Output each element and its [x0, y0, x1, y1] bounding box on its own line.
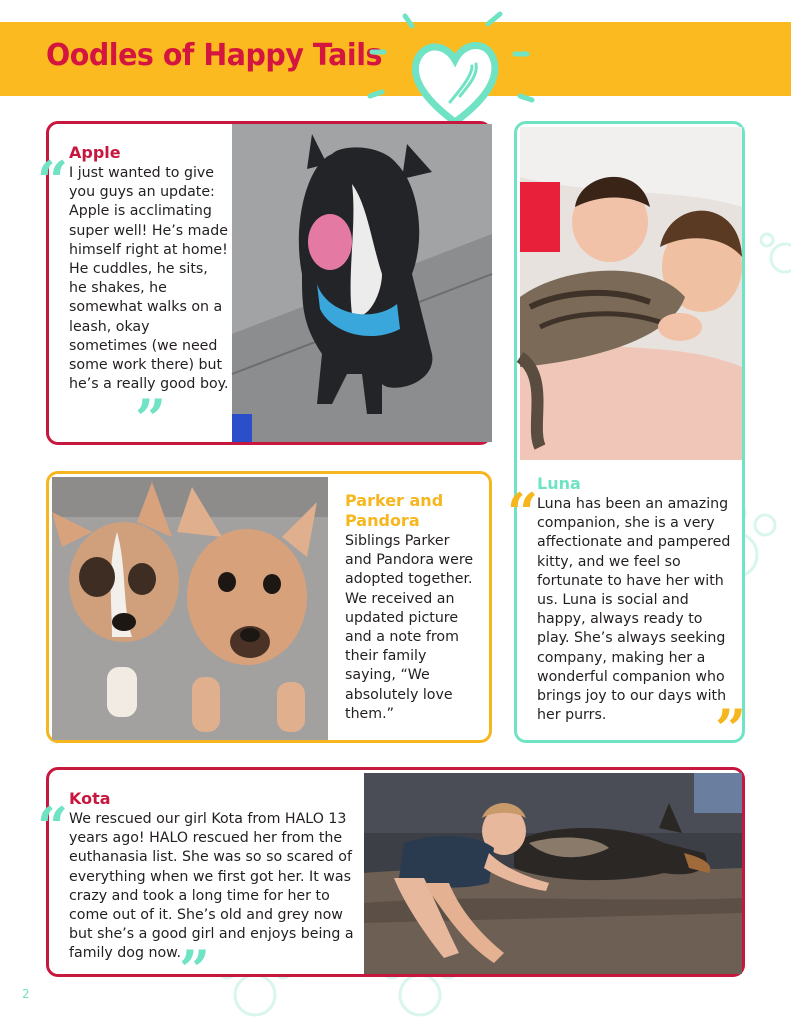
- pet-name-luna: Luna: [537, 474, 581, 493]
- story-text-parker-pandora: Siblings Parker and Pandora were adopted together. We received an updated picture and a note from their family saying, “We absolutely love them.”: [345, 533, 474, 722]
- photo-kota: [364, 773, 742, 974]
- story-text-apple: I just wanted to give you guys an update: Apple is acclimating super well! He’s made himself right at home! He cuddles, he sits, he shakes, he somewhat walks on a leash, okay sometimes (we need some work there) but he’s a really good boy.: [69, 165, 229, 393]
- close-quote-icon: ”: [135, 387, 167, 451]
- photo-apple: [232, 124, 492, 442]
- pet-name-apple: Apple: [69, 143, 121, 162]
- photo-luna: [520, 127, 742, 460]
- story-text-luna: Luna has been an amazing companion, she is a very affectionate and pampered kitty, and we feel so fortunate to have her with us. Luna is social and happy, always ready to play. She’s always seeking company, making her a wonderful companion who brings joy to our days with her purrs.: [537, 496, 731, 724]
- open-quote-icon: “: [37, 149, 69, 213]
- story-card-luna: [507, 121, 747, 761]
- pet-name-kota: Kota: [69, 789, 111, 808]
- close-quote-icon: ”: [179, 938, 211, 1002]
- open-quote-icon: “: [37, 795, 69, 859]
- pet-name-parker-pandora: Parker and Pandora: [345, 491, 444, 530]
- photo-parker-pandora: [52, 477, 328, 740]
- page-number: 2: [22, 987, 30, 1001]
- story-card-apple: [37, 121, 492, 451]
- story-card-parker-pandora: [46, 471, 492, 743]
- close-quote-icon: ”: [715, 697, 747, 761]
- story-text-kota: We rescued our girl Kota from HALO 13 years ago! HALO rescued her from the euthanasia list. She was so so scared of everything when we first got her. It was crazy and took a long time for her to come out of it. She’s old and grey now but she’s a good girl and enjoys being a family dog now.: [69, 811, 354, 962]
- open-quote-icon: “: [507, 481, 539, 545]
- page-title: Oodles of Happy Tails: [46, 38, 383, 73]
- story-card-kota: [37, 767, 745, 1002]
